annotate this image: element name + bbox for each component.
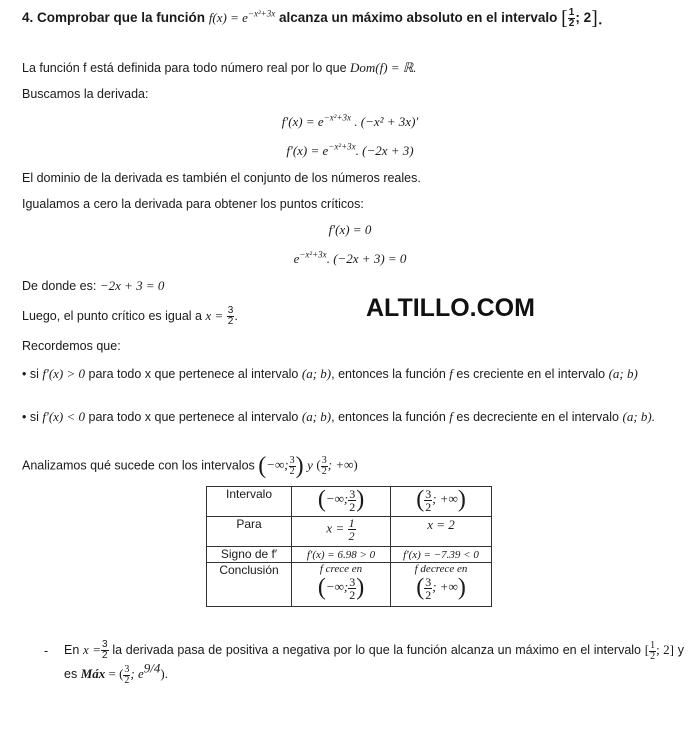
table-cell: x = 2 — [391, 517, 492, 547]
exercise-title: 4. Comprobar que la función $f(x) = e^{-x^2+3x}$ alcanza un máximo absoluto en el intervalo [ $\frac{1}{2}$ ; 2]. — [22, 7, 603, 30]
conclusion-bullet: - — [44, 644, 49, 658]
table-cell: f crece en (−∞; $\frac{3}{2}$ ) — [292, 563, 391, 607]
intervals-text: Analizamos qué sucede con los intervalos (−∞; $\frac{3}{2}$ ) y ( $\frac{3}{2}$ ; +∞) — [22, 453, 358, 480]
table-cell: ( $\frac{3}{2}$ ; +∞) — [391, 487, 492, 517]
table-cell: f′(x) = −7.39 < 0 — [391, 547, 492, 563]
table-row — [207, 547, 492, 563]
sign-analysis-table — [206, 486, 492, 607]
table-cell: (−∞; $\frac{3}{2}$ ) — [292, 487, 391, 517]
critical-point-text: Luego, el punto crítico es igual a x = $\frac{3}{2}$ . — [22, 305, 238, 327]
conclusion-text: En x = $\frac{3}{2}$ la derivada pasa de positiva a negativa por lo que la función alcanza un máximo en el intervalo [ $\frac{1}{2}$ ; 2] y es Máx = ( $\frac{3}{2}$ ; $e^{9/4}$). — [64, 639, 684, 686]
table-row — [207, 563, 492, 607]
table-header-cell: Para — [207, 517, 292, 547]
watermark: ALTILLO.COM — [366, 294, 535, 322]
domain-text: La función f está definida para todo número real por lo que Dom(f) = ℝ. — [22, 60, 417, 75]
derivative-intro: Buscamos la derivada: — [22, 87, 149, 101]
rule-decreasing: • si f′(x) < 0 para todo x que pertenece al intervalo (a; b), entonces la función f es decreciente en el intervalo (a; b). — [22, 409, 655, 424]
exercise-number: 4. — [22, 10, 34, 26]
derivative-zero-expanded: $e^{-x^2+3x}$. (−2x + 3) = 0 — [293, 249, 407, 266]
derivative-equation-2: $f'(x) = e^{-x^2+3x}$. (−2x + 3) — [286, 141, 414, 158]
table-header-cell: Conclusión — [207, 563, 292, 607]
rule-increasing: • si f′(x) > 0 para todo x que pertenece al intervalo (a; b), entonces la función f es creciente en el intervalo (a; b) — [22, 366, 638, 381]
solve-equation-text: De donde es: −2x + 3 = 0 — [22, 278, 165, 293]
critical-points-intro: Igualamos a cero la derivada para obtener los puntos críticos: — [22, 197, 364, 211]
table-row — [207, 517, 492, 547]
derivative-equation-1: $f'(x) = e^{-x^2+3x}$ . (−x² + 3x)′ — [281, 112, 419, 129]
table-header-cell: Intervalo — [207, 487, 292, 517]
table-cell: f′(x) = 6.98 > 0 — [292, 547, 391, 563]
table-header-cell: Signo de f′ — [207, 547, 292, 563]
derivative-zero-equation: f′(x) = 0 — [328, 222, 372, 237]
recall-text: Recordemos que: — [22, 339, 121, 353]
derivative-domain-text: El dominio de la derivada es también el conjunto de los números reales. — [22, 171, 421, 185]
table-row — [207, 487, 492, 517]
table-cell: x = $\frac{1}{2}$ — [292, 517, 391, 547]
table-cell: f decrece en ( $\frac{3}{2}$ ; +∞) — [391, 563, 492, 607]
